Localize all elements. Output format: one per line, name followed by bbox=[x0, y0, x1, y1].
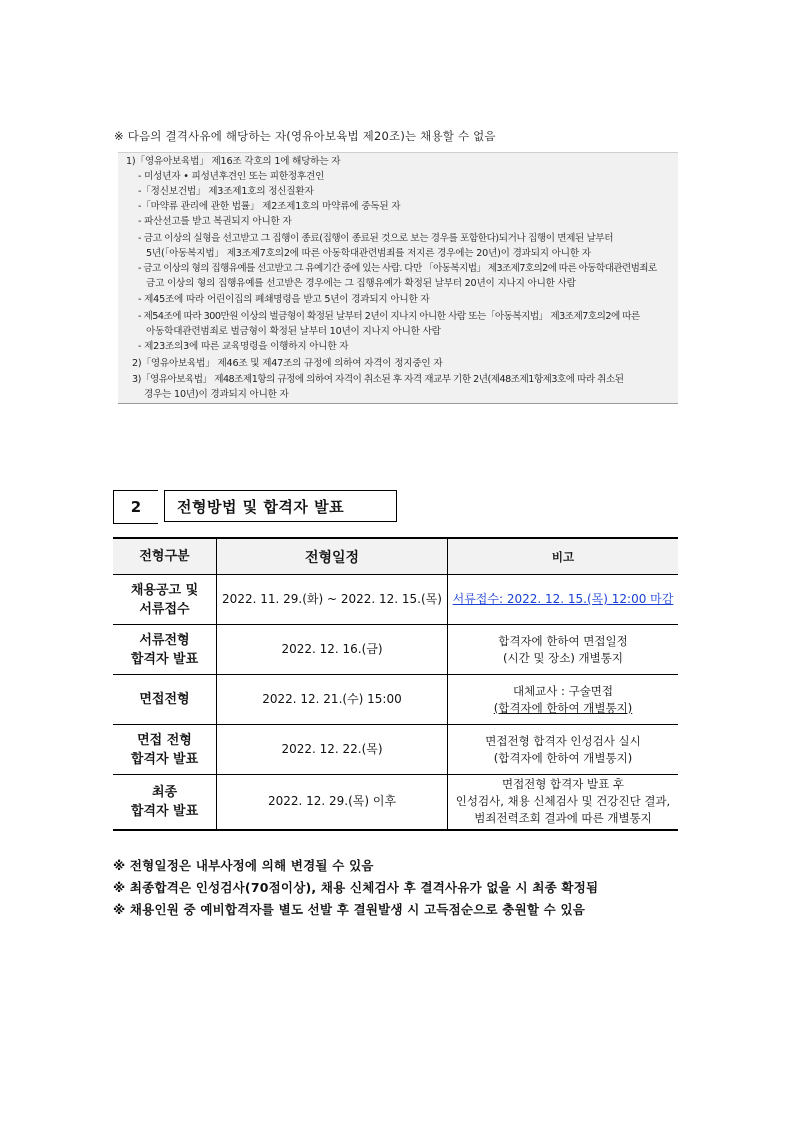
schedule-table bbox=[113, 537, 678, 831]
date-cell: 2022. 12. 22.(목) bbox=[217, 725, 448, 775]
disqualification-line: 3)「영유아보육법」 제48조제1항의 규정에 의하여 자격이 취소된 후 자격 재교부 기한 2년(제48조제1항제3호에 따라 취소된 bbox=[132, 374, 624, 385]
stage-text: 합격자 발표 bbox=[130, 751, 199, 767]
date-cell: 2022. 12. 21.(수) 15:00 bbox=[217, 675, 448, 725]
note-text: 합격자에 한하여 면접일정 bbox=[498, 633, 628, 648]
disqualification-line: - 파산선고를 받고 복권되지 아니한 자 bbox=[138, 216, 292, 227]
stage-text: 서류전형 bbox=[139, 632, 190, 648]
disqualification-line: 5년(「아동복지법」 제3조제7호의2에 따른 아동학대관련범죄를 저지른 경우에는 20년)이 경과되지 아니한 자 bbox=[146, 248, 591, 259]
note-cell bbox=[448, 625, 679, 675]
disqualification-line: 1)「영유아보육법」 제16조 각호의 1에 해당하는 자 bbox=[126, 156, 341, 167]
note-cell bbox=[448, 675, 679, 725]
stage-cell bbox=[113, 625, 217, 675]
table-row bbox=[113, 775, 678, 830]
note-text: (합격자에 한하여 개별통지) bbox=[493, 700, 633, 715]
note-text: 범죄전력조회 결과에 따른 개별통지 bbox=[474, 811, 652, 826]
footnote: ※ 최종합격은 인성검사(70점이상), 채용 신체검사 후 결격사유가 없을 시 최종 확정됨 bbox=[113, 880, 599, 895]
table-row bbox=[113, 675, 678, 725]
disqualification-line: -「정신보건법」 제3조제1호의 정신질환자 bbox=[138, 186, 314, 197]
note-text: 면접전형 합격자 발표 후 bbox=[501, 777, 625, 792]
table-row bbox=[113, 625, 678, 675]
column-header-note: 비고 bbox=[448, 538, 679, 575]
disqualification-line: -「마약류 관리에 관한 법률」 제2조제1호의 마약류에 중독된 자 bbox=[138, 201, 401, 212]
section-header bbox=[113, 490, 399, 524]
disqualification-line: - 미성년자 • 피성년후견인 또는 피한정후견인 bbox=[138, 171, 325, 182]
disqualification-line: - 제45조에 따라 어린이집의 폐쇄명령을 받고 5년이 경과되지 아니한 자 bbox=[138, 294, 430, 305]
disqualification-title: ※ 다음의 결격사유에 해당하는 자(영유아보육법 제20조)는 채용할 수 없음 bbox=[114, 129, 496, 143]
stage-cell bbox=[113, 675, 217, 725]
disqualification-line: - 제23조의3에 따른 교육명령을 이행하지 아니한 자 bbox=[138, 341, 349, 352]
stage-text: 합격자 발표 bbox=[130, 803, 199, 819]
stage-text: 면접전형 bbox=[139, 692, 190, 707]
stage-cell bbox=[113, 775, 217, 830]
disqualification-line: - 금고 이상의 실형을 선고받고 그 집행이 종료(집행이 종료된 것으로 보는 경우를 포함한다)되거나 집행이 면제된 날부터 bbox=[138, 233, 614, 244]
stage-text: 합격자 발표 bbox=[130, 651, 199, 667]
disqualification-line: 금고 이상의 형의 집행유예를 선고받은 경우에는 그 집행유예가 확정된 날부터 20년이 지나지 아니한 사람 bbox=[146, 278, 576, 289]
note-text: 면접전형 합격자 인성검사 실시 bbox=[485, 733, 641, 748]
stage-text: 채용공고 및 bbox=[130, 582, 199, 598]
stage-text: 서류접수 bbox=[139, 601, 190, 617]
date-cell: 2022. 12. 29.(목) 이후 bbox=[217, 775, 448, 830]
disqualification-line: - 금고 이상의 형의 집행유예를 선고받고 그 유예기간 중에 있는 사람. 다만 「아동복지법」 제3조제7호의2에 따른 아동학대관련범죄로 bbox=[138, 263, 657, 274]
column-header-stage: 전형구분 bbox=[113, 538, 217, 575]
note-text: 대체교사 : 구술면접 bbox=[512, 683, 614, 698]
note-cell bbox=[448, 775, 679, 830]
date-cell: 2022. 12. 16.(금) bbox=[217, 625, 448, 675]
footnote: ※ 채용인원 중 예비합격자를 별도 선발 후 결원발생 시 고득점순으로 충원할 수 있음 bbox=[113, 902, 586, 917]
note-text: 인성검사, 채용 신체검사 및 건강진단 결과, bbox=[455, 794, 671, 809]
disqualification-line: - 제54조에 따라 300만원 이상의 벌금형이 확정된 날부터 2년이 지나지 아니한 사람 또는「아동복지법」 제3조제7호의2에 따른 bbox=[138, 311, 640, 322]
disqualification-line: 2)「영유아보육법」 제46조 및 제47조의 규정에 의하여 자격이 정지중인 자 bbox=[132, 358, 443, 369]
stage-cell bbox=[113, 725, 217, 775]
stage-text: 최종 bbox=[151, 784, 178, 800]
disqualification-line: 아동학대관련범죄로 벌금형이 확정된 날부터 10년이 지나지 아니한 사람 bbox=[146, 326, 441, 337]
footnote: ※ 전형일정은 내부사정에 의해 변경될 수 있음 bbox=[113, 858, 374, 873]
date-cell: 2022. 11. 29.(화) ~ 2022. 12. 15.(목) bbox=[217, 575, 448, 625]
disqualification-box bbox=[118, 152, 678, 404]
note-cell bbox=[448, 725, 679, 775]
stage-cell bbox=[113, 575, 217, 625]
note-text: (시간 및 장소) 개별통지 bbox=[503, 650, 623, 665]
section-title: 전형방법 및 합격자 발표 bbox=[164, 490, 397, 522]
disqualification-line: 경우는 10년)이 경과되지 아니한 자 bbox=[144, 389, 289, 400]
note-cell bbox=[448, 575, 679, 625]
column-header-date: 전형일정 bbox=[217, 538, 448, 575]
table-row bbox=[113, 725, 678, 775]
note-text: (합격자에 한하여 개별통지) bbox=[493, 750, 633, 765]
table-row bbox=[113, 575, 678, 625]
table-header-row bbox=[113, 538, 678, 575]
stage-text: 면접 전형 bbox=[137, 732, 192, 748]
section-number: 2 bbox=[113, 490, 159, 524]
deadline-link[interactable]: 서류접수: 2022. 12. 15.(목) 12:00 마감 bbox=[452, 592, 674, 606]
